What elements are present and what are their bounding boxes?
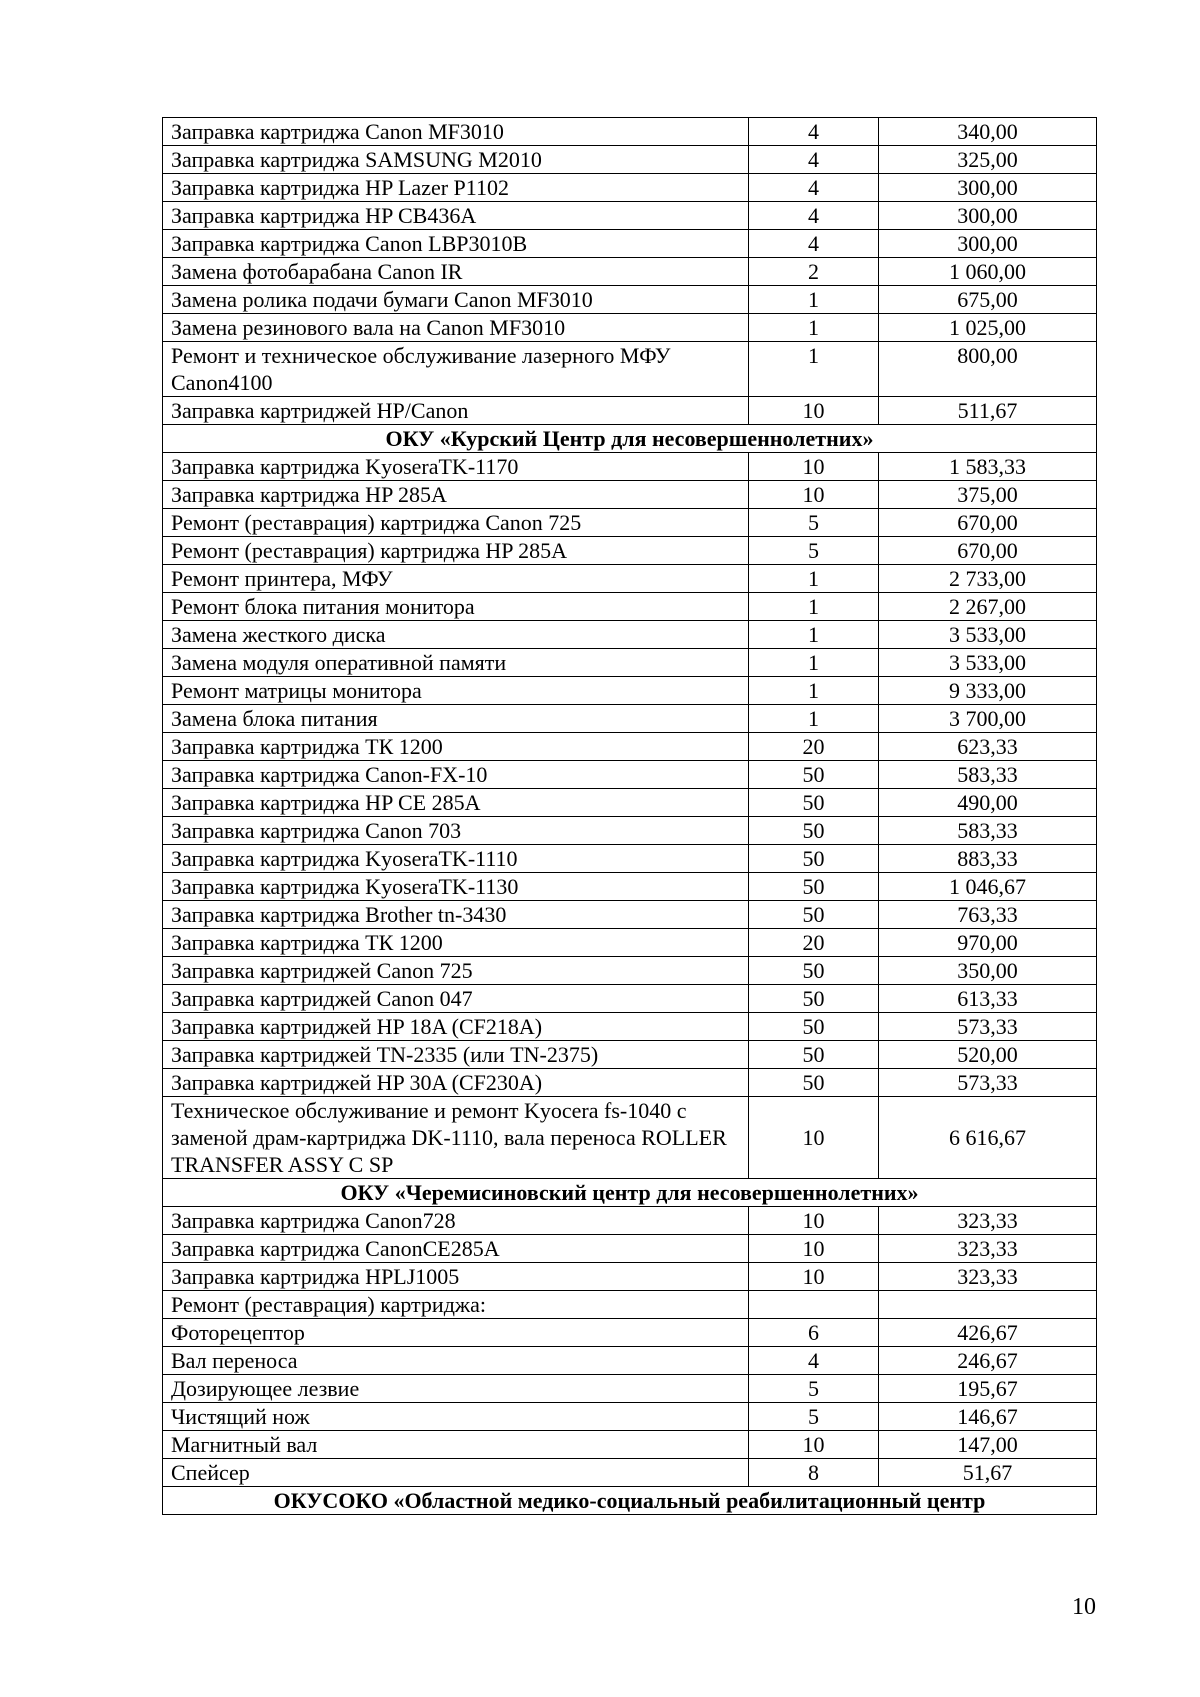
quantity-cell: 1 xyxy=(749,649,879,677)
price-cell: 325,00 xyxy=(879,146,1097,174)
quantity-cell: 50 xyxy=(749,845,879,873)
table-row xyxy=(163,481,1097,509)
quantity-cell: 1 xyxy=(749,342,879,397)
table-row xyxy=(163,1097,1097,1179)
table-row xyxy=(163,509,1097,537)
service-name-cell: Заправка картриджа Canon-FX-10 xyxy=(163,761,749,789)
service-name-cell: Замена жесткого диска xyxy=(163,621,749,649)
price-cell: 9 333,00 xyxy=(879,677,1097,705)
table-row xyxy=(163,677,1097,705)
service-name-cell: Заправка картриджа SAMSUNG M2010 xyxy=(163,146,749,174)
table-row xyxy=(163,1069,1097,1097)
table-row xyxy=(163,1291,1097,1319)
service-name-cell: Заправка картриджей TN-2335 (или TN-2375) xyxy=(163,1041,749,1069)
service-name-cell: Ремонт блока питания монитора xyxy=(163,593,749,621)
table-row xyxy=(163,761,1097,789)
price-cell: 573,33 xyxy=(879,1013,1097,1041)
table-row xyxy=(163,929,1097,957)
service-name-cell: Заправка картриджа Canon 703 xyxy=(163,817,749,845)
service-name-cell: Заправка картриджа Canon MF3010 xyxy=(163,118,749,146)
quantity-cell: 50 xyxy=(749,789,879,817)
quantity-cell: 10 xyxy=(749,453,879,481)
quantity-cell: 50 xyxy=(749,1069,879,1097)
table-row xyxy=(163,202,1097,230)
table-row xyxy=(163,985,1097,1013)
price-cell: 323,33 xyxy=(879,1235,1097,1263)
table-row xyxy=(163,1013,1097,1041)
table-row xyxy=(163,1041,1097,1069)
service-name-cell: Заправка картриджа HP Lazer P1102 xyxy=(163,174,749,202)
table-row xyxy=(163,1235,1097,1263)
quantity-cell: 1 xyxy=(749,677,879,705)
price-cell: 323,33 xyxy=(879,1263,1097,1291)
service-name-cell: Замена модуля оперативной памяти xyxy=(163,649,749,677)
service-name-cell: Заправка картриджей Canon 725 xyxy=(163,957,749,985)
price-cell: 1 025,00 xyxy=(879,314,1097,342)
table-row xyxy=(163,789,1097,817)
quantity-cell: 50 xyxy=(749,1041,879,1069)
table-row xyxy=(163,621,1097,649)
section-title: ОКУСОКО «Областной медико-социальный реабилитационный центр xyxy=(163,1487,1097,1515)
price-cell: 51,67 xyxy=(879,1459,1097,1487)
quantity-cell: 10 xyxy=(749,397,879,425)
quantity-cell: 10 xyxy=(749,1235,879,1263)
quantity-cell: 4 xyxy=(749,230,879,258)
service-name-cell: Вал переноса xyxy=(163,1347,749,1375)
table-row xyxy=(163,565,1097,593)
table-row xyxy=(163,733,1097,761)
service-name-cell: Замена резинового вала на Canon MF3010 xyxy=(163,314,749,342)
price-cell: 300,00 xyxy=(879,230,1097,258)
price-cell: 511,67 xyxy=(879,397,1097,425)
table-row xyxy=(163,593,1097,621)
service-name-cell: Ремонт (реставрация) картриджа Canon 725 xyxy=(163,509,749,537)
table-row xyxy=(163,1263,1097,1291)
page-number: 10 xyxy=(1072,1594,1096,1620)
quantity-cell: 50 xyxy=(749,985,879,1013)
service-name-cell: Заправка картриджа KyoseraTK-1170 xyxy=(163,453,749,481)
quantity-cell: 50 xyxy=(749,1013,879,1041)
price-cell: 246,67 xyxy=(879,1347,1097,1375)
service-name-cell: Спейсер xyxy=(163,1459,749,1487)
quantity-cell: 8 xyxy=(749,1459,879,1487)
price-cell: 323,33 xyxy=(879,1207,1097,1235)
price-cell: 583,33 xyxy=(879,761,1097,789)
quantity-cell: 4 xyxy=(749,174,879,202)
quantity-cell xyxy=(749,1291,879,1319)
quantity-cell: 1 xyxy=(749,705,879,733)
price-cell: 1 046,67 xyxy=(879,873,1097,901)
service-name-cell: Заправка картриджа ТК 1200 xyxy=(163,929,749,957)
price-cell: 375,00 xyxy=(879,481,1097,509)
quantity-cell: 50 xyxy=(749,761,879,789)
section-header-row xyxy=(163,1487,1097,1515)
service-name-cell: Заправка картриджа HP CE 285A xyxy=(163,789,749,817)
quantity-cell: 4 xyxy=(749,202,879,230)
price-cell: 490,00 xyxy=(879,789,1097,817)
service-name-cell: Ремонт матрицы монитора xyxy=(163,677,749,705)
service-name-cell: Заправка картриджа Canon LBP3010B xyxy=(163,230,749,258)
table-row xyxy=(163,1375,1097,1403)
table-row xyxy=(163,146,1097,174)
services-price-table xyxy=(162,117,1097,1515)
quantity-cell: 5 xyxy=(749,1403,879,1431)
price-cell: 800,00 xyxy=(879,342,1097,397)
table-row xyxy=(163,901,1097,929)
price-cell: 147,00 xyxy=(879,1431,1097,1459)
quantity-cell: 2 xyxy=(749,258,879,286)
price-cell: 426,67 xyxy=(879,1319,1097,1347)
quantity-cell: 1 xyxy=(749,314,879,342)
quantity-cell: 1 xyxy=(749,286,879,314)
section-header-row xyxy=(163,425,1097,453)
price-cell: 883,33 xyxy=(879,845,1097,873)
service-name-cell: Ремонт и техническое обслуживание лазерного МФУ Canon4100 xyxy=(163,342,749,397)
service-name-cell: Заправка картриджей Canon 047 xyxy=(163,985,749,1013)
quantity-cell: 6 xyxy=(749,1319,879,1347)
table-row xyxy=(163,845,1097,873)
quantity-cell: 10 xyxy=(749,1263,879,1291)
quantity-cell: 1 xyxy=(749,565,879,593)
table-row xyxy=(163,453,1097,481)
quantity-cell: 5 xyxy=(749,537,879,565)
table-row xyxy=(163,118,1097,146)
table-row xyxy=(163,174,1097,202)
section-title: ОКУ «Курский Центр для несовершеннолетних» xyxy=(163,425,1097,453)
price-cell: 520,00 xyxy=(879,1041,1097,1069)
service-name-cell: Замена ролика подачи бумаги Canon MF3010 xyxy=(163,286,749,314)
price-cell: 2 267,00 xyxy=(879,593,1097,621)
service-name-cell: Замена блока питания xyxy=(163,705,749,733)
service-name-cell: Заправка картриджа CanonCE285A xyxy=(163,1235,749,1263)
service-name-cell: Заправка картриджа HPLJ1005 xyxy=(163,1263,749,1291)
quantity-cell: 4 xyxy=(749,1347,879,1375)
price-cell: 3 700,00 xyxy=(879,705,1097,733)
service-name-cell: Заправка картриджа HP CB436A xyxy=(163,202,749,230)
quantity-cell: 1 xyxy=(749,593,879,621)
quantity-cell: 10 xyxy=(749,1097,879,1179)
table-row xyxy=(163,286,1097,314)
quantity-cell: 5 xyxy=(749,509,879,537)
table-row xyxy=(163,873,1097,901)
price-cell: 675,00 xyxy=(879,286,1097,314)
quantity-cell: 50 xyxy=(749,873,879,901)
quantity-cell: 50 xyxy=(749,957,879,985)
table-row xyxy=(163,230,1097,258)
service-name-cell: Дозирующее лезвие xyxy=(163,1375,749,1403)
service-name-cell: Заправка картриджа HP 285A xyxy=(163,481,749,509)
service-name-cell: Заправка картриджей HP 18A (CF218A) xyxy=(163,1013,749,1041)
service-name-cell: Магнитный вал xyxy=(163,1431,749,1459)
price-cell: 583,33 xyxy=(879,817,1097,845)
quantity-cell: 10 xyxy=(749,1431,879,1459)
table-row xyxy=(163,957,1097,985)
section-title: ОКУ «Черемисиновский центр для несовершеннолетних» xyxy=(163,1179,1097,1207)
price-cell: 763,33 xyxy=(879,901,1097,929)
quantity-cell: 10 xyxy=(749,1207,879,1235)
price-cell: 195,67 xyxy=(879,1375,1097,1403)
service-name-cell: Заправка картриджей HP/Canon xyxy=(163,397,749,425)
service-name-cell: Заправка картриджа KyoseraTK-1110 xyxy=(163,845,749,873)
quantity-cell: 20 xyxy=(749,929,879,957)
table-row xyxy=(163,1459,1097,1487)
service-name-cell: Фоторецептор xyxy=(163,1319,749,1347)
service-name-cell: Замена фотобарабана Canon IR xyxy=(163,258,749,286)
price-cell: 623,33 xyxy=(879,733,1097,761)
price-cell: 300,00 xyxy=(879,202,1097,230)
table-row xyxy=(163,817,1097,845)
table-row xyxy=(163,258,1097,286)
service-name-cell: Заправка картриджа KyoseraTK-1130 xyxy=(163,873,749,901)
table-row xyxy=(163,1347,1097,1375)
service-name-cell: Техническое обслуживание и ремонт Kyocera fs-1040 с заменой драм-картриджа DK-1110, вала переноса ROLLER TRANSFER ASSY C SP xyxy=(163,1097,749,1179)
price-cell: 670,00 xyxy=(879,537,1097,565)
service-name-cell: Заправка картриджа Canon728 xyxy=(163,1207,749,1235)
table-row xyxy=(163,1319,1097,1347)
price-cell: 1 060,00 xyxy=(879,258,1097,286)
table-row xyxy=(163,537,1097,565)
table-row xyxy=(163,649,1097,677)
service-name-cell: Заправка картриджей HP 30A (CF230A) xyxy=(163,1069,749,1097)
table-row xyxy=(163,314,1097,342)
price-cell: 1 583,33 xyxy=(879,453,1097,481)
price-cell xyxy=(879,1291,1097,1319)
table-row xyxy=(163,705,1097,733)
price-cell: 670,00 xyxy=(879,509,1097,537)
price-cell: 350,00 xyxy=(879,957,1097,985)
price-cell: 613,33 xyxy=(879,985,1097,1013)
section-header-row xyxy=(163,1179,1097,1207)
price-cell: 146,67 xyxy=(879,1403,1097,1431)
price-cell: 573,33 xyxy=(879,1069,1097,1097)
service-name-cell: Заправка картриджа ТК 1200 xyxy=(163,733,749,761)
table-row xyxy=(163,1431,1097,1459)
service-name-cell: Чистящий нож xyxy=(163,1403,749,1431)
quantity-cell: 1 xyxy=(749,621,879,649)
price-cell: 3 533,00 xyxy=(879,621,1097,649)
table-row xyxy=(163,342,1097,397)
quantity-cell: 10 xyxy=(749,481,879,509)
quantity-cell: 4 xyxy=(749,146,879,174)
price-cell: 3 533,00 xyxy=(879,649,1097,677)
quantity-cell: 50 xyxy=(749,817,879,845)
service-name-cell: Ремонт принтера, МФУ xyxy=(163,565,749,593)
price-cell: 6 616,67 xyxy=(879,1097,1097,1179)
price-cell: 2 733,00 xyxy=(879,565,1097,593)
table-row xyxy=(163,1403,1097,1431)
quantity-cell: 20 xyxy=(749,733,879,761)
service-name-cell: Ремонт (реставрация) картриджа: xyxy=(163,1291,749,1319)
quantity-cell: 5 xyxy=(749,1375,879,1403)
price-cell: 970,00 xyxy=(879,929,1097,957)
table-row xyxy=(163,1207,1097,1235)
quantity-cell: 50 xyxy=(749,901,879,929)
table-body xyxy=(163,118,1097,1515)
price-cell: 300,00 xyxy=(879,174,1097,202)
quantity-cell: 4 xyxy=(749,118,879,146)
price-cell: 340,00 xyxy=(879,118,1097,146)
service-name-cell: Заправка картриджа Brother tn-3430 xyxy=(163,901,749,929)
table-row xyxy=(163,397,1097,425)
service-name-cell: Ремонт (реставрация) картриджа HP 285A xyxy=(163,537,749,565)
